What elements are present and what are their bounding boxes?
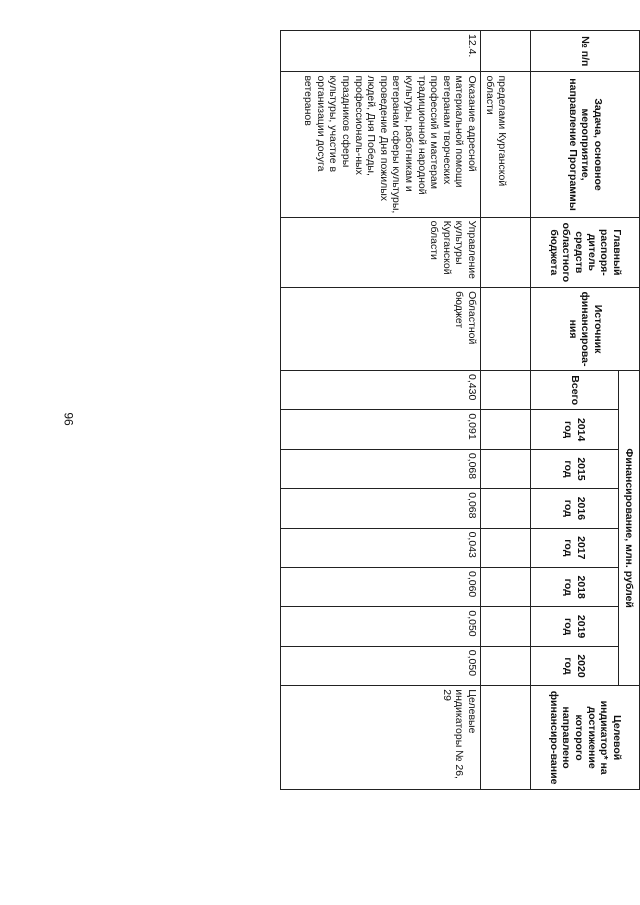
cell-value [481,410,531,449]
cell-source [481,288,531,371]
header-year: 2014 год [531,410,619,449]
header-year: 2018 год [531,567,619,606]
table-row [281,31,481,790]
rotated-page-content [101,30,640,790]
cell-indicator [481,686,531,790]
header-year: 2015 год [531,449,619,488]
cell-num: 12.4. [281,31,481,72]
header-row-1 [619,31,640,790]
cell-indicator: Целевые индикаторы № 26, 29 [281,686,481,790]
cell-value [481,489,531,528]
cell-value: 0,068 [281,489,481,528]
header-financing-group: Финансирование, млн. рублей [619,371,640,686]
cell-value [481,528,531,567]
header-manager: Главный распоря-дитель средств областного бюджета [531,217,640,287]
cell-value [481,449,531,488]
page-number: 96 [61,412,76,426]
header-year: 2020 год [531,646,619,685]
cell-num [481,31,531,72]
financing-table [280,30,640,790]
cell-value [481,567,531,606]
cell-value: 0,068 [281,449,481,488]
cell-source: Областной бюджет [281,288,481,371]
header-total: Всего [531,371,619,410]
cell-value [481,607,531,646]
table-row [481,31,531,790]
header-task: Задача, основное мероприятие, направление Программы [531,72,640,217]
header-source: Источник финансирова-ния [531,288,640,371]
cell-value: 0,050 [281,646,481,685]
cell-manager [481,217,531,287]
cell-task: пределами Курганской области [481,72,531,217]
header-year: 2019 год [531,607,619,646]
header-num: № п/п [531,31,640,72]
cell-manager: Управление культуры Курганской области [281,217,481,287]
header-indicator: Целевой индикатор* на достижение которого направлено финансиро-вание [531,686,640,790]
cell-value [481,646,531,685]
cell-total: 0,430 [281,371,481,410]
cell-value: 0,060 [281,567,481,606]
cell-task: Оказание адресной материальной помощи ветеранам творческих профессий и мастерам традиционной народной культуры, работникам и ветеранам сферы культуры, проведение Дня пожилых людей, Дня Победы, профессиональ-ных праздников сферы культуры, участие в организации досуга ветеранов [281,72,481,217]
header-year: 2016 год [531,489,619,528]
cell-total [481,371,531,410]
cell-value: 0,050 [281,607,481,646]
header-year: 2017 год [531,528,619,567]
cell-value: 0,043 [281,528,481,567]
cell-value: 0,091 [281,410,481,449]
